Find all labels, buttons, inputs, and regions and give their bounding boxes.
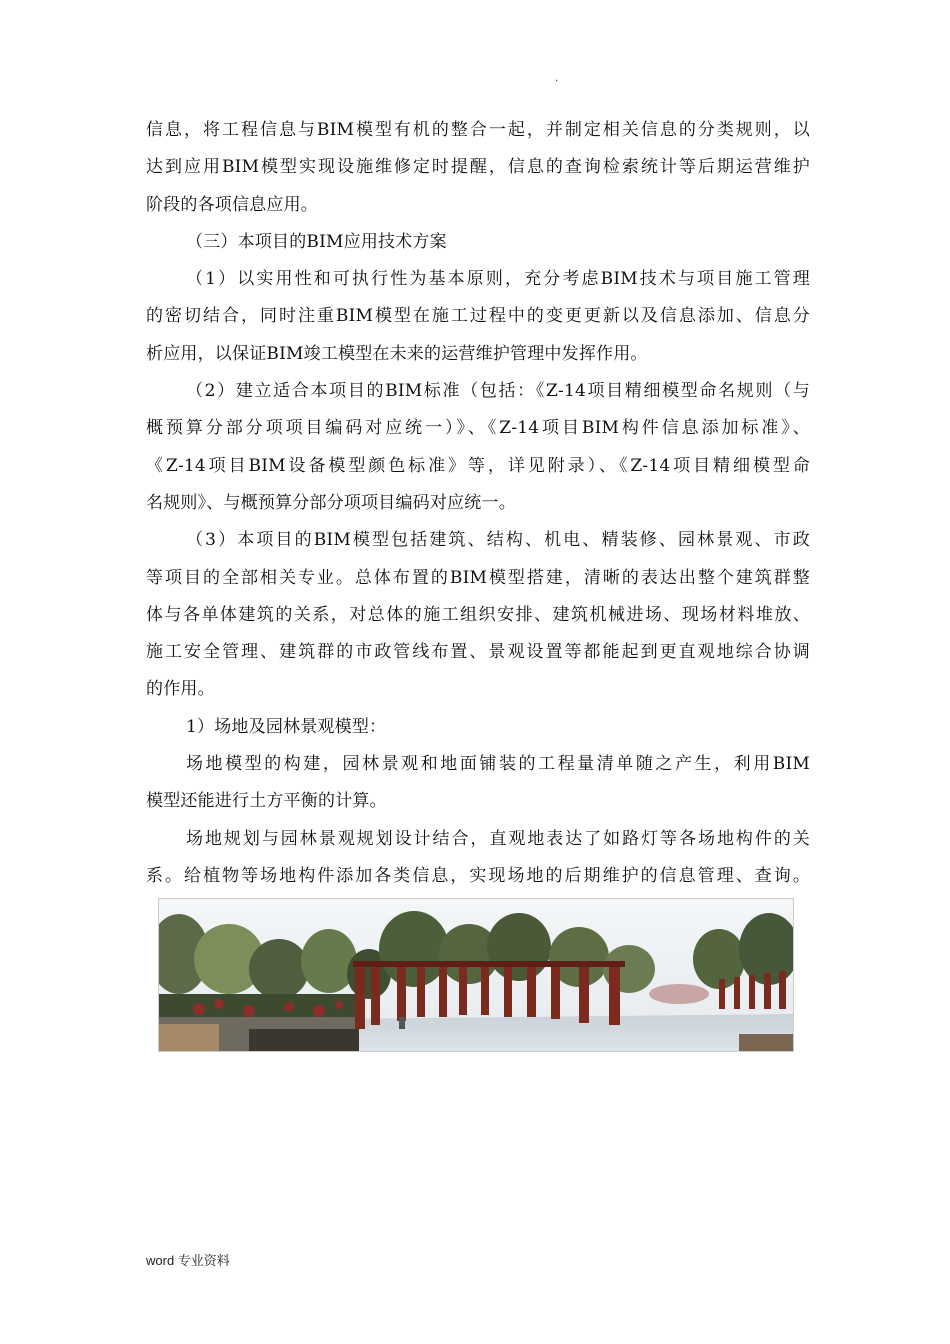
- paragraph-line: 场地模型的构建，园林景观和地面铺装的工程量清单随之产生，利用BIM: [186, 754, 810, 775]
- paragraph-line: 施工安全管理、建筑群的市政管线布置、景观设置等都能起到更直观地综合协调: [146, 642, 810, 663]
- paragraph-line: （2）建立适合本项目的BIM标准（包括：《Z-14项目精细模型命名规则（与: [186, 381, 810, 402]
- paragraph-line: 的密切结合，同时注重BIM模型在施工过程中的变更更新以及信息添加、信息分: [146, 306, 810, 327]
- paragraph-line: 析应用，以保证BIM竣工模型在未来的运营维护管理中发挥作用。: [146, 343, 648, 364]
- subsection-heading: 1）场地及园林景观模型：: [186, 716, 387, 737]
- paragraph-line: 的作用。: [146, 679, 215, 700]
- paragraph-line: 信息，将工程信息与BIM模型有机的整合一起，并制定相关信息的分类规则，以: [146, 120, 810, 140]
- paragraph-line: 阶段的各项信息应用。: [146, 194, 318, 215]
- paragraph-line: 概预算分部分项项目编码对应统一）》、《Z-14项目BIM构件信息添加标准》、: [146, 418, 810, 439]
- paragraph-line: 模型还能进行土方平衡的计算。: [146, 791, 387, 812]
- header-mark: .: [555, 70, 559, 84]
- paragraph-line: 场地规划与园林景观规划设计结合，直观地表达了如路灯等各场地构件的关: [186, 828, 810, 849]
- paragraph-line: 达到应用BIM模型实现设施维修定时提醒，信息的查询检索统计等后期运营维护: [146, 157, 810, 178]
- landscape-render-image: [158, 898, 794, 1052]
- section-heading: （三）本项目的BIM应用技术方案: [186, 231, 447, 252]
- paragraph-line: 《Z-14项目BIM设备模型颜色标准》等，详见附录）、《Z-14项目精细模型命: [146, 455, 810, 476]
- landscape-render-illustration: [159, 899, 793, 1051]
- paragraph-line: 体与各单体建筑的关系，对总体的施工组织安排、建筑机械进场、现场材料堆放、: [146, 604, 810, 625]
- paragraph-line: 等项目的全部相关专业。总体布置的BIM模型搭建，清晰的表达出整个建筑群整: [146, 567, 810, 588]
- document-body: [146, 112, 810, 895]
- paragraph-line: （3）本项目的BIM模型包括建筑、结构、机电、精装修、园林景观、市政: [186, 530, 810, 551]
- paragraph-line: 名规则》、与概预算分部分项项目编码对应统一。: [146, 492, 516, 513]
- paragraph-line: （1）以实用性和可执行性为基本原则，充分考虑BIM技术与项目施工管理: [186, 269, 810, 290]
- footer-label: word 专业资料: [146, 1253, 230, 1268]
- paragraph-line: 系。给植物等场地构件添加各类信息，实现场地的后期维护的信息管理、查询。: [146, 865, 810, 886]
